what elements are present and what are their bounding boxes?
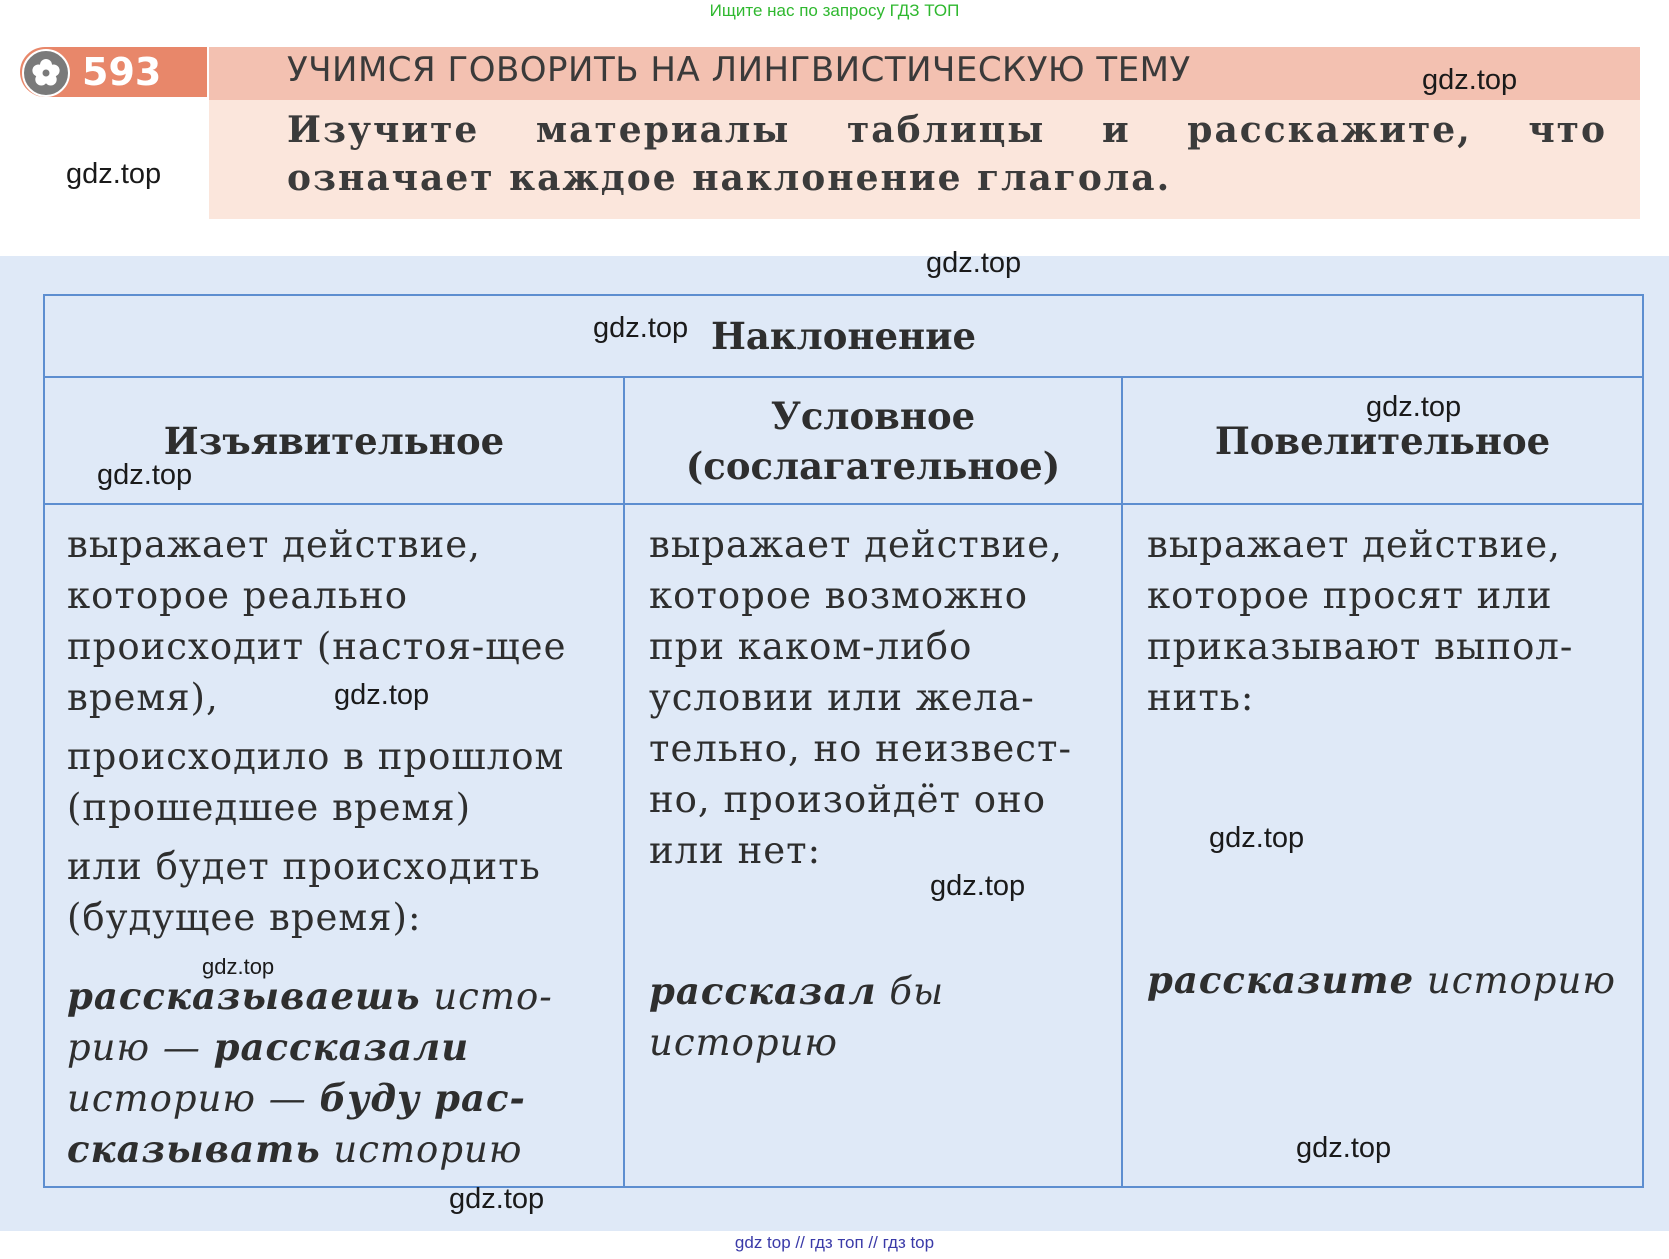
- example-text: историю: [1414, 959, 1616, 1002]
- header-conditional-text: Условное (сослагательное): [685, 393, 1061, 488]
- example-bold: рассказал: [649, 969, 877, 1013]
- header-indicative: Изъявительное: [44, 377, 624, 504]
- indicative-desc-1: выражает действие, которое реально происходит (настоя-щее время),: [67, 523, 567, 719]
- watermark: gdz.top: [449, 1183, 545, 1215]
- exercise-badge: [20, 47, 207, 97]
- exercise-task: Изучите материалы таблицы и расскажите, что означает каждое наклонение глагола.: [287, 109, 1607, 199]
- watermark: gdz.top: [1296, 1132, 1392, 1164]
- indicative-desc-2: происходило в прошлом (прошедшее время): [67, 735, 565, 829]
- conditional-example: [649, 966, 1101, 1068]
- imperative-desc-1: выражает действие, которое просят или приказывают выпол-нить:: [1147, 523, 1574, 719]
- indicative-desc-3: или будет происходить (будущее время):: [67, 845, 541, 939]
- example-bold: буду рас-сказывать: [67, 1076, 526, 1171]
- watermark: gdz.top: [926, 247, 1022, 279]
- watermark: gdz.top: [1209, 822, 1305, 854]
- exercise-number: 593: [82, 50, 162, 94]
- example-bold: рассказываешь: [67, 974, 421, 1018]
- example-text: исто-рию —: [67, 975, 553, 1069]
- header-imperative: Повелительное: [1122, 377, 1643, 504]
- watermark: gdz.top: [1422, 64, 1518, 96]
- top-banner: Ищите нас по запросу ГДЗ ТОП: [709, 1, 960, 20]
- cell-indicative: [44, 504, 624, 1187]
- header-conditional: [624, 377, 1122, 504]
- watermark: gdz.top: [334, 679, 430, 711]
- moods-table: [43, 294, 1644, 1188]
- example-bold: рассказите: [1147, 958, 1415, 1002]
- watermark: gdz.top: [66, 158, 162, 190]
- example-text: бы историю: [649, 970, 945, 1064]
- imperative-example: [1147, 955, 1622, 1006]
- watermark: gdz.top: [202, 954, 275, 979]
- watermark: gdz.top: [593, 312, 689, 344]
- cell-conditional: [624, 504, 1122, 1187]
- example-text: историю: [320, 1128, 523, 1171]
- watermark: gdz.top: [97, 459, 193, 491]
- watermark: gdz.top: [930, 870, 1026, 902]
- table-caption: Наклонение: [44, 295, 1643, 377]
- flower-icon: [22, 49, 70, 97]
- example-text: историю —: [67, 1077, 320, 1120]
- example-bold: рассказали: [213, 1025, 470, 1069]
- exercise-title: УЧИМСЯ ГОВОРИТЬ НА ЛИНГВИСТИЧЕСКУЮ ТЕМУ: [287, 50, 1191, 90]
- indicative-example: [67, 971, 603, 1175]
- footer: gdz top // гдз топ // гдз top: [734, 1233, 935, 1252]
- watermark: gdz.top: [1366, 391, 1462, 423]
- cell-imperative: [1122, 504, 1643, 1187]
- conditional-desc-1: выражает действие, которое возможно при каком-либо условии или жела-тельно, но неизвест-но, произойдёт оно или нет:: [649, 523, 1072, 872]
